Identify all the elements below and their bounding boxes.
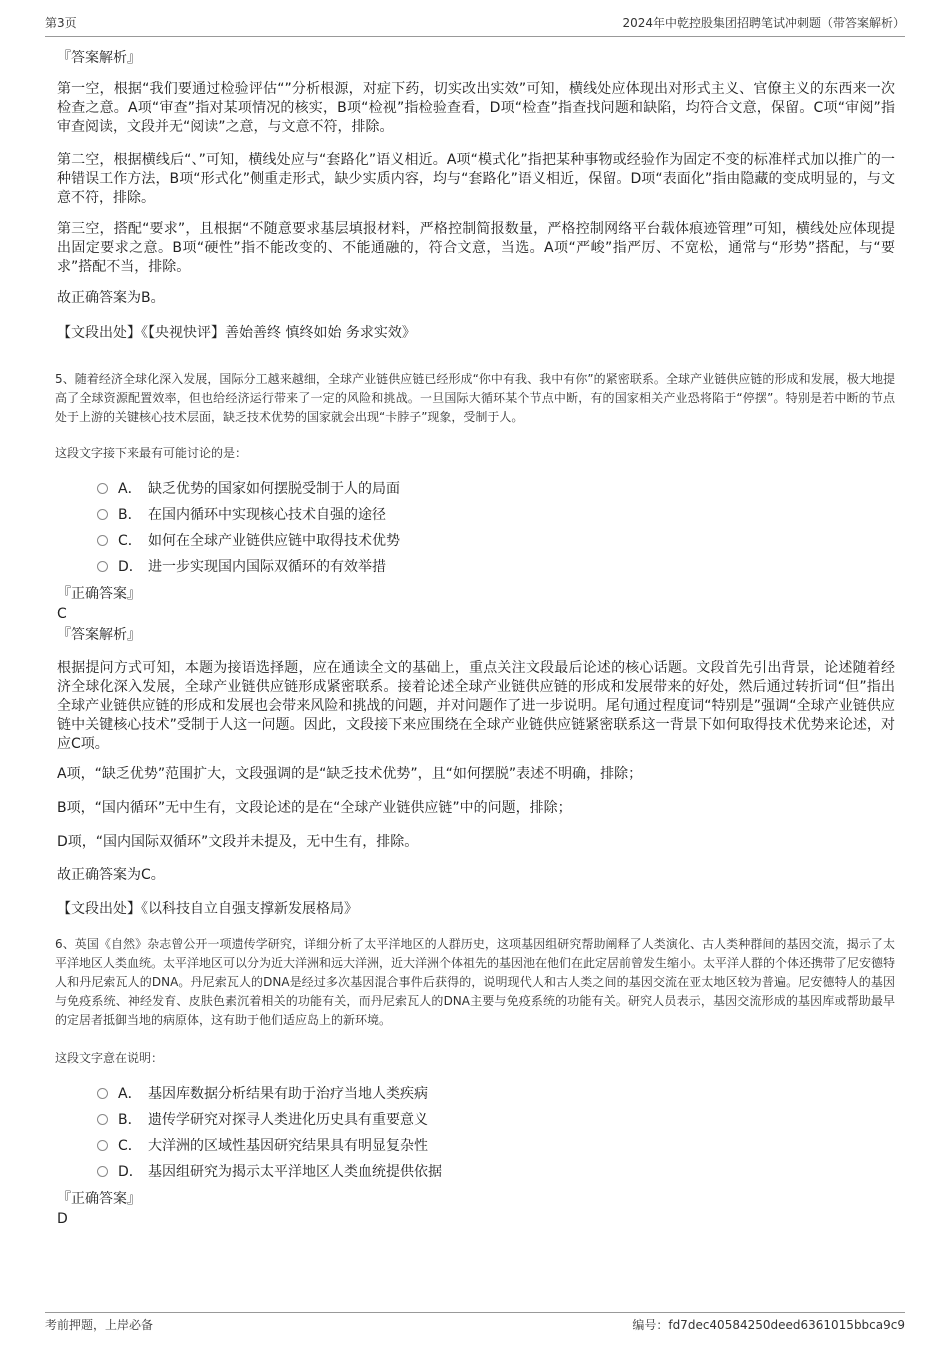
radio-icon[interactable] — [97, 1114, 108, 1125]
radio-icon[interactable] — [97, 1166, 108, 1177]
question-prompt: 这段文字接下来最有可能讨论的是： — [55, 446, 248, 460]
option-d[interactable]: D． 进一步实现国内国际双循环的有效举措 — [97, 557, 386, 577]
radio-icon[interactable] — [97, 535, 108, 546]
correct-answer: C — [57, 606, 67, 622]
document-title: 2024年中乾控股集团招聘笔试冲刺题（带答案解析） — [622, 16, 905, 30]
radio-icon[interactable] — [97, 1088, 108, 1099]
analysis-paragraph: A项，“缺乏优势”范围扩大，文段强调的是“缺乏技术优势”，且“如何摆脱”表述不明确，排除； — [57, 766, 643, 782]
option-b[interactable]: B． 在国内循环中实现核心技术自强的途径 — [97, 505, 386, 525]
option-c[interactable]: C． 大洋洲的区域性基因研究结果具有明显复杂性 — [97, 1136, 428, 1156]
analysis-tag: 『答案解析』 — [57, 50, 141, 66]
analysis-paragraph: B项，“国内循环”无中生有，文段论述的是在“全球产业链供应链”中的问题，排除； — [57, 800, 572, 816]
analysis-paragraph: D项，“国内国际双循环”文段并未提及，无中生有，排除。 — [57, 834, 419, 850]
option-b[interactable]: B． 遗传学研究对探寻人类进化历史具有重要意义 — [97, 1110, 428, 1130]
radio-icon[interactable] — [97, 1140, 108, 1151]
radio-icon[interactable] — [97, 483, 108, 494]
page-footer — [45, 1312, 905, 1337]
analysis-paragraph: 第一空，根据“我们要通过检验评估“”分析根源，对症下药，切实改出实效”可知，横线处应体现出对形式主义、官僚主义的东西来一次检查之意。A项“审查”指对某项情况的核实，B项“检视”指检验查看，D项“检查”指查找问题和缺陷，均符合文意，保留。C项“审阅”指审查阅读，文段并无“阅读”之意，与文意不符，排除。 — [57, 81, 895, 135]
source-citation: 【文段出处】《以科技自立自强支撑新发展格局》 — [57, 901, 358, 917]
answer-tag: 『正确答案』 — [57, 1191, 141, 1207]
question-prompt: 这段文字意在说明： — [55, 1051, 164, 1065]
answer-statement: 故正确答案为C。 — [57, 867, 165, 883]
page-number: 第3页 — [45, 16, 77, 30]
option-c[interactable]: C． 如何在全球产业链供应链中取得技术优势 — [97, 531, 400, 551]
question-stem: 5、随着经济全球化深入发展，国际分工越来越细，全球产业链供应链已经形成“你中有我、我中有你”的紧密联系。全球产业链供应链的形成和发展，极大地提高了全球资源配置效率，但也给经济运行带来了一定的风险和挑战。一旦国际大循环某个节点中断，有的国家相关产业恐将陷于“停摆”。特别是若中断的节点处于上游的关键核心技术层面，缺乏技术优势的国家就会出现“卡脖子”现象，受制于人。 — [55, 372, 895, 424]
analysis-tag: 『答案解析』 — [57, 627, 141, 643]
analysis-paragraph: 第二空，根据横线后“、”可知，横线处应与“套路化”语义相近。A项“模式化”指把某种事物或经验作为固定不变的标准样式加以推广的一种错误工作方法，B项“形式化”侧重走形式，缺少实质内容，均与“套路化”语义相近，保留。D项“表面化”指由隐藏的变成明显的，与文意不符，排除。 — [57, 152, 895, 206]
radio-icon[interactable] — [97, 509, 108, 520]
answer-tag: 『正确答案』 — [57, 586, 141, 602]
footer-slogan: 考前押题，上岸必备 — [45, 1318, 154, 1332]
page-header — [45, 10, 905, 37]
analysis-paragraph: 根据提问方式可知，本题为接语选择题，应在通读全文的基础上，重点关注文段最后论述的核心话题。文段首先引出背景，论述随着经济全球化深入发展，全球产业链供应链形成紧密联系。接着论述全球产业链供应链的形成和发展带来的好处，然后通过转折词“但”指出全球产业链供应链的形成和发展也会带来风险和挑战的问题，并对问题作了进一步说明。尾句通过程度词“特别是”强调“全球产业链供应链中关键核心技术”受制于人这一问题。因此，文段接下来应围绕在全球产业链供应链紧密联系这一背景下如何取得技术优势来论述，对应C项。 — [57, 660, 895, 752]
document-id: 编号：fd7dec40584250deed6361015bbca9c9 — [632, 1318, 905, 1332]
correct-answer: D — [57, 1211, 68, 1227]
option-d[interactable]: D． 基因组研究为揭示太平洋地区人类血统提供依据 — [97, 1162, 442, 1182]
analysis-paragraph: 第三空，搭配“要求”，且根据“不随意要求基层填报材料，严格控制简报数量，严格控制网络平台载体痕迹管理”可知，横线处应体现提出固定要求之意。B项“硬性”指不能改变的、不能通融的，符合文意，当选。A项“严峻”指严厉、不宽松，通常与“形势”搭配，与“要求”搭配不当，排除。 — [57, 221, 895, 275]
radio-icon[interactable] — [97, 561, 108, 572]
question-stem: 6、英国《自然》杂志曾公开一项遗传学研究，详细分析了太平洋地区的人群历史，这项基因组研究帮助阐释了人类演化、古人类种群间的基因交流，揭示了太平洋地区人类血统。太平洋地区可以分为近大洋洲和远大洋洲，近大洋洲个体祖先的基因池在他们在此定居前曾发生缩小。太平洋人群的个体还携带了尼安德特人和丹尼索瓦人的DNA。丹尼索瓦人的DNA是经过多次基因混合事件后获得的，说明现代人和古人类之间的基因交流在亚太地区较为普遍。尼安德特人的基因与免疫系统、神经发育、皮肤色素沉着相关的功能有关，而丹尼索瓦人的DNA主要与免疫系统的功能有关。研究人员表示，基因交流形成的基因库或帮助最早的定居者抵御当地的病原体，这有助于他们适应岛上的新环境。 — [55, 937, 896, 1027]
option-a[interactable]: A． 缺乏优势的国家如何摆脱受制于人的局面 — [97, 479, 400, 499]
source-citation: 【文段出处】《【央视快评】善始善终 慎终如始 务求实效》 — [57, 325, 416, 341]
answer-statement: 故正确答案为B。 — [57, 290, 165, 306]
option-a[interactable]: A． 基因库数据分析结果有助于治疗当地人类疾病 — [97, 1084, 428, 1104]
